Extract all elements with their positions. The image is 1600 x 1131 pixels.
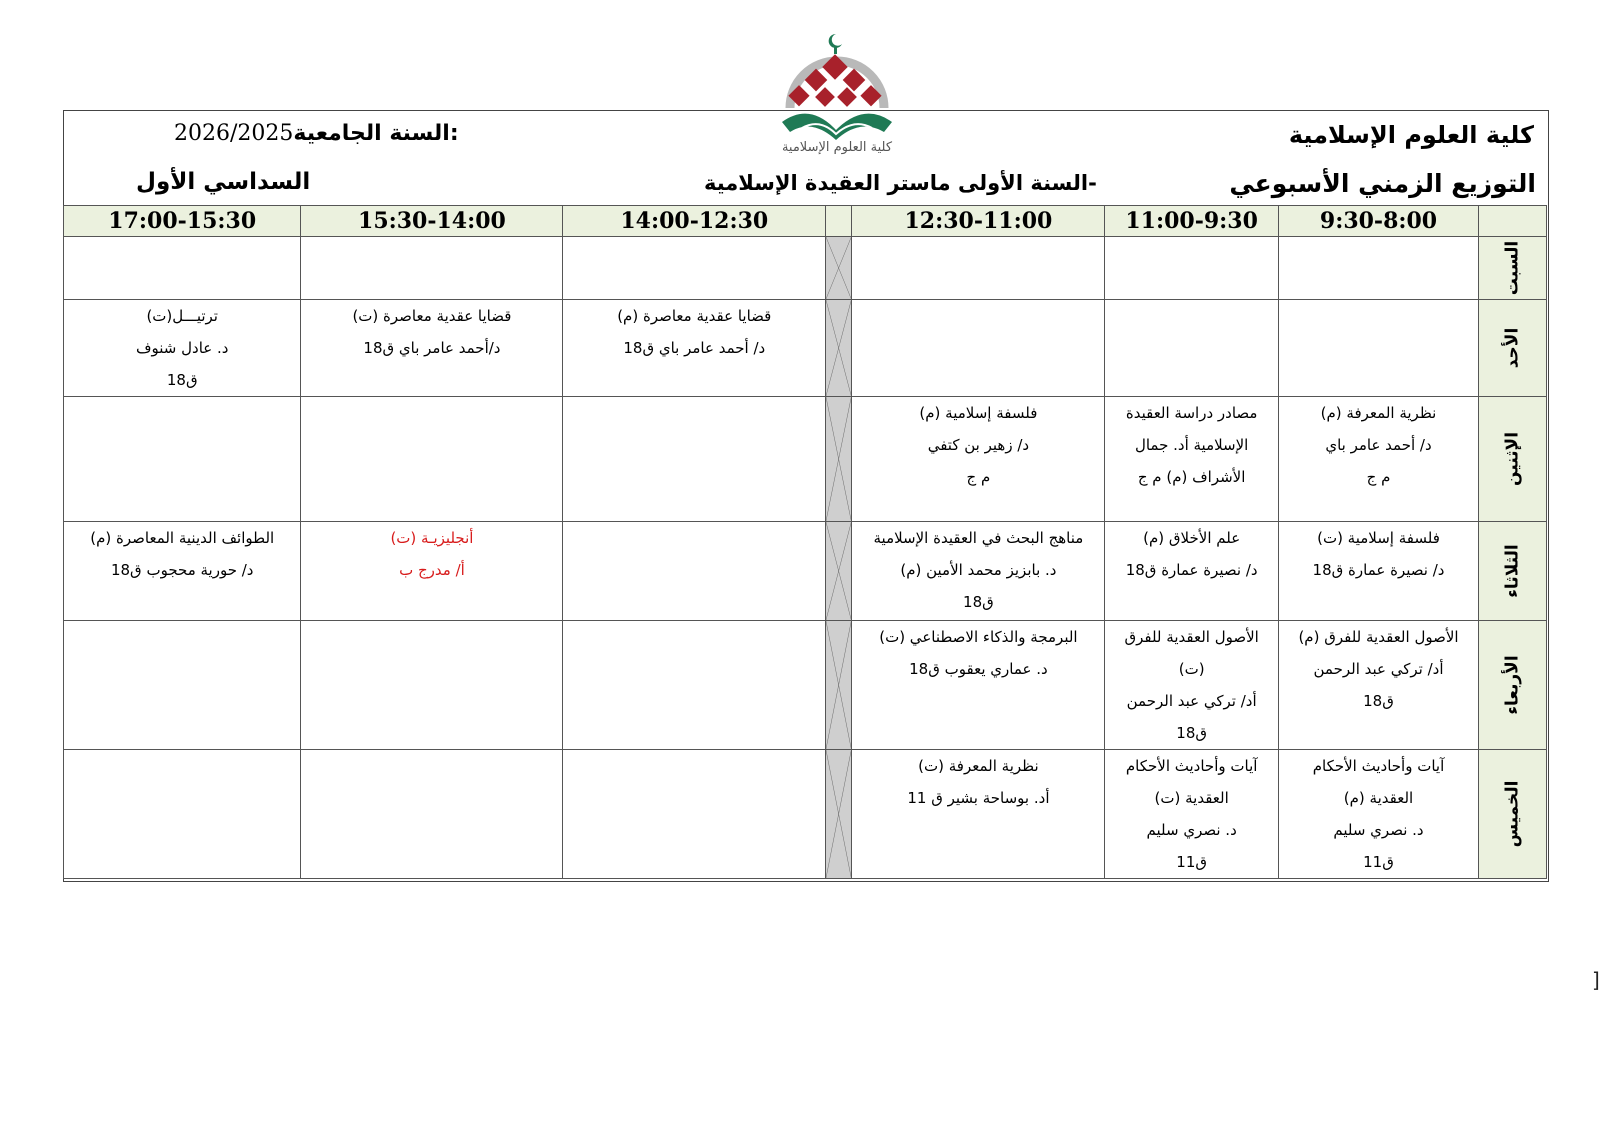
cell-line: أد/ تركي عبد الرحمن xyxy=(1313,660,1444,678)
schedule-cell xyxy=(563,237,826,300)
schedule-cell xyxy=(64,397,301,522)
day-name: السبت xyxy=(1502,240,1523,296)
schedule-cell xyxy=(1278,522,1478,621)
cell-line: د/أحمد عامر باي ق18 xyxy=(363,339,501,357)
time-header-row xyxy=(64,206,1547,237)
cell-line: ق18 xyxy=(166,371,198,389)
break-cell xyxy=(826,522,852,621)
schedule-cell xyxy=(852,397,1105,522)
day-name: الأحد xyxy=(1502,327,1523,369)
schedule-cell xyxy=(563,621,826,750)
break-hatch-icon xyxy=(826,621,851,749)
page-title: التوزيع الزمني الأسبوعي xyxy=(1229,169,1536,198)
cell-line: مناهج البحث في العقيدة الإسلامية xyxy=(873,529,1084,547)
schedule-cell xyxy=(563,522,826,621)
cell-line: د. عادل شنوف xyxy=(135,339,229,357)
cell-line: د/ أحمد عامر باي ق18 xyxy=(623,339,766,357)
table-row xyxy=(64,522,1547,621)
schedule-table xyxy=(63,205,1547,879)
break-cell xyxy=(826,621,852,750)
cell-line: د/ نصيرة عمارة ق18 xyxy=(1125,561,1258,579)
cell-line: العقدية (ت) xyxy=(1154,789,1229,807)
break-hatch-icon xyxy=(826,300,851,396)
cell-line: د/ أحمد عامر باي xyxy=(1325,436,1432,454)
break-cell xyxy=(826,750,852,879)
schedule-cell xyxy=(64,522,301,621)
cell-line: م ج xyxy=(1366,468,1391,486)
schedule-cell xyxy=(1105,621,1278,750)
table-row xyxy=(64,621,1547,750)
cell-line: ق18 xyxy=(1176,724,1208,742)
schedule-cell xyxy=(301,300,563,397)
cell-line: علم الأخلاق (م) xyxy=(1143,529,1241,547)
schedule-cell xyxy=(64,621,301,750)
schedule-cell xyxy=(301,397,563,522)
schedule-cell xyxy=(563,750,826,879)
table-row xyxy=(64,300,1547,397)
cell-line: قضايا عقدية معاصرة (م) xyxy=(617,307,772,325)
cell-line: د. نصري سليم xyxy=(1146,821,1237,839)
schedule-cell xyxy=(1105,237,1278,300)
schedule-cell xyxy=(563,397,826,522)
schedule-cell xyxy=(852,750,1105,879)
cell-line: أنجليزيـة (ت) xyxy=(390,529,474,547)
schedule-frame xyxy=(63,110,1549,882)
cell-line: آيات وأحاديث الأحكام xyxy=(1125,757,1258,775)
logo-caption: كلية العلوم الإسلامية xyxy=(781,140,893,155)
schedule-cell xyxy=(1278,237,1478,300)
cell-line: ترتيـــل(ت) xyxy=(146,307,218,325)
cell-line: ق18 xyxy=(1363,692,1394,710)
cell-line: نظرية المعرفة (م) xyxy=(1320,404,1437,422)
cell-line: د/ زهير بن كتفي xyxy=(927,436,1030,454)
cell-line: العقدية (م) xyxy=(1343,789,1414,807)
margin-mark: ] xyxy=(1592,968,1600,992)
day-label xyxy=(1479,522,1547,621)
break-hatch-icon xyxy=(826,397,851,521)
schedule-cell xyxy=(301,750,563,879)
cell-line: د. بابزيز محمد الأمين (م) xyxy=(900,561,1057,579)
college-name: كلية العلوم الإسلامية xyxy=(1288,121,1534,149)
table-row xyxy=(64,750,1547,879)
schedule-cell xyxy=(64,237,301,300)
cell-line: ق18 xyxy=(963,593,994,611)
cell-line: د. عماري يعقوب ق18 xyxy=(909,660,1048,678)
table-row xyxy=(64,397,1547,522)
cell-line: ق11 xyxy=(1363,853,1394,871)
schedule-cell xyxy=(852,522,1105,621)
break-cell xyxy=(826,300,852,397)
schedule-cell xyxy=(301,621,563,750)
break-hatch-icon xyxy=(826,750,851,878)
schedule-cell xyxy=(1278,397,1478,522)
schedule-cell xyxy=(852,300,1105,397)
schedule-cell xyxy=(1105,397,1278,522)
academic-year-label: السنة الجامعية: xyxy=(293,121,459,146)
time-slot-3: 12:30-11:00 xyxy=(852,206,1105,237)
day-label xyxy=(1479,750,1547,879)
day-name: الثلاثاء xyxy=(1502,544,1523,598)
cell-line: الإسلامية أد. جمال xyxy=(1134,436,1249,454)
schedule-cell xyxy=(1105,750,1278,879)
time-slot-6: 17:00-15:30 xyxy=(64,206,301,237)
cell-line: نظرية المعرفة (ت) xyxy=(918,757,1039,775)
cell-line: أد/ تركي عبد الرحمن xyxy=(1126,692,1257,710)
schedule-cell xyxy=(301,237,563,300)
time-slot-4: 14:00-12:30 xyxy=(563,206,826,237)
schedule-cell xyxy=(64,750,301,879)
break-hatch-icon xyxy=(826,237,851,299)
cell-line: م ج xyxy=(966,468,991,486)
cell-line: مصادر دراسة العقيدة xyxy=(1125,404,1258,422)
schedule-cell xyxy=(1278,621,1478,750)
day-name: الخميس xyxy=(1502,780,1523,848)
schedule-cell xyxy=(852,621,1105,750)
schedule-cell xyxy=(301,522,563,621)
corner-cell xyxy=(1479,206,1547,237)
cell-line: الطوائف الدينية المعاصرة (م) xyxy=(90,529,275,547)
day-label xyxy=(1479,397,1547,522)
cell-line: قضايا عقدية معاصرة (ت) xyxy=(352,307,512,325)
cell-line: د/ حورية محجوب ق18 xyxy=(110,561,254,579)
schedule-cell xyxy=(64,300,301,397)
day-label xyxy=(1479,300,1547,397)
academic-year xyxy=(174,121,459,146)
cell-line: الأشراف (م) م ج xyxy=(1137,468,1246,486)
cell-line: فلسفة إسلامية (ت) xyxy=(1317,529,1440,547)
day-label xyxy=(1479,621,1547,750)
cell-line: د/ نصيرة عمارة ق18 xyxy=(1312,561,1445,579)
day-name: الأربعاء xyxy=(1502,655,1523,715)
schedule-cell xyxy=(1278,750,1478,879)
table-row xyxy=(64,237,1547,300)
time-slot-5: 15:30-14:00 xyxy=(301,206,563,237)
time-slot-1: 9:30-8:00 xyxy=(1278,206,1478,237)
cell-line: أ/ مدرج ب xyxy=(399,561,465,579)
cell-line: الأصول العقدية للفرق xyxy=(1124,628,1259,646)
cell-line: د. نصري سليم xyxy=(1333,821,1424,839)
schedule-cell xyxy=(852,237,1105,300)
break-cell xyxy=(826,237,852,300)
cell-line: الأصول العقدية للفرق (م) xyxy=(1298,628,1459,646)
program-title: -السنة الأولى ماستر العقيدة الإسلامية xyxy=(704,171,1097,195)
cell-line: ق11 xyxy=(1176,853,1208,871)
cell-line: (ت) xyxy=(1178,660,1205,678)
schedule-cell xyxy=(1278,300,1478,397)
day-name: الإثنين xyxy=(1502,431,1523,487)
cell-line: آيات وأحاديث الأحكام xyxy=(1312,757,1445,775)
break-cell xyxy=(826,397,852,522)
time-slot-2: 11:00-9:30 xyxy=(1105,206,1278,237)
break-header xyxy=(826,206,852,237)
academic-year-value: 2026/2025 xyxy=(174,121,294,146)
day-label xyxy=(1479,237,1547,300)
schedule-cell xyxy=(1105,300,1278,397)
cell-line: فلسفة إسلامية (م) xyxy=(919,404,1038,422)
break-hatch-icon xyxy=(826,522,851,620)
semester-title: السداسي الأول xyxy=(136,169,311,195)
cell-line: أد. بوساحة بشير ق 11 xyxy=(907,789,1050,807)
schedule-cell xyxy=(1105,522,1278,621)
cell-line: البرمجة والذكاء الاصطناعي (ت) xyxy=(879,628,1078,646)
schedule-cell xyxy=(563,300,826,397)
